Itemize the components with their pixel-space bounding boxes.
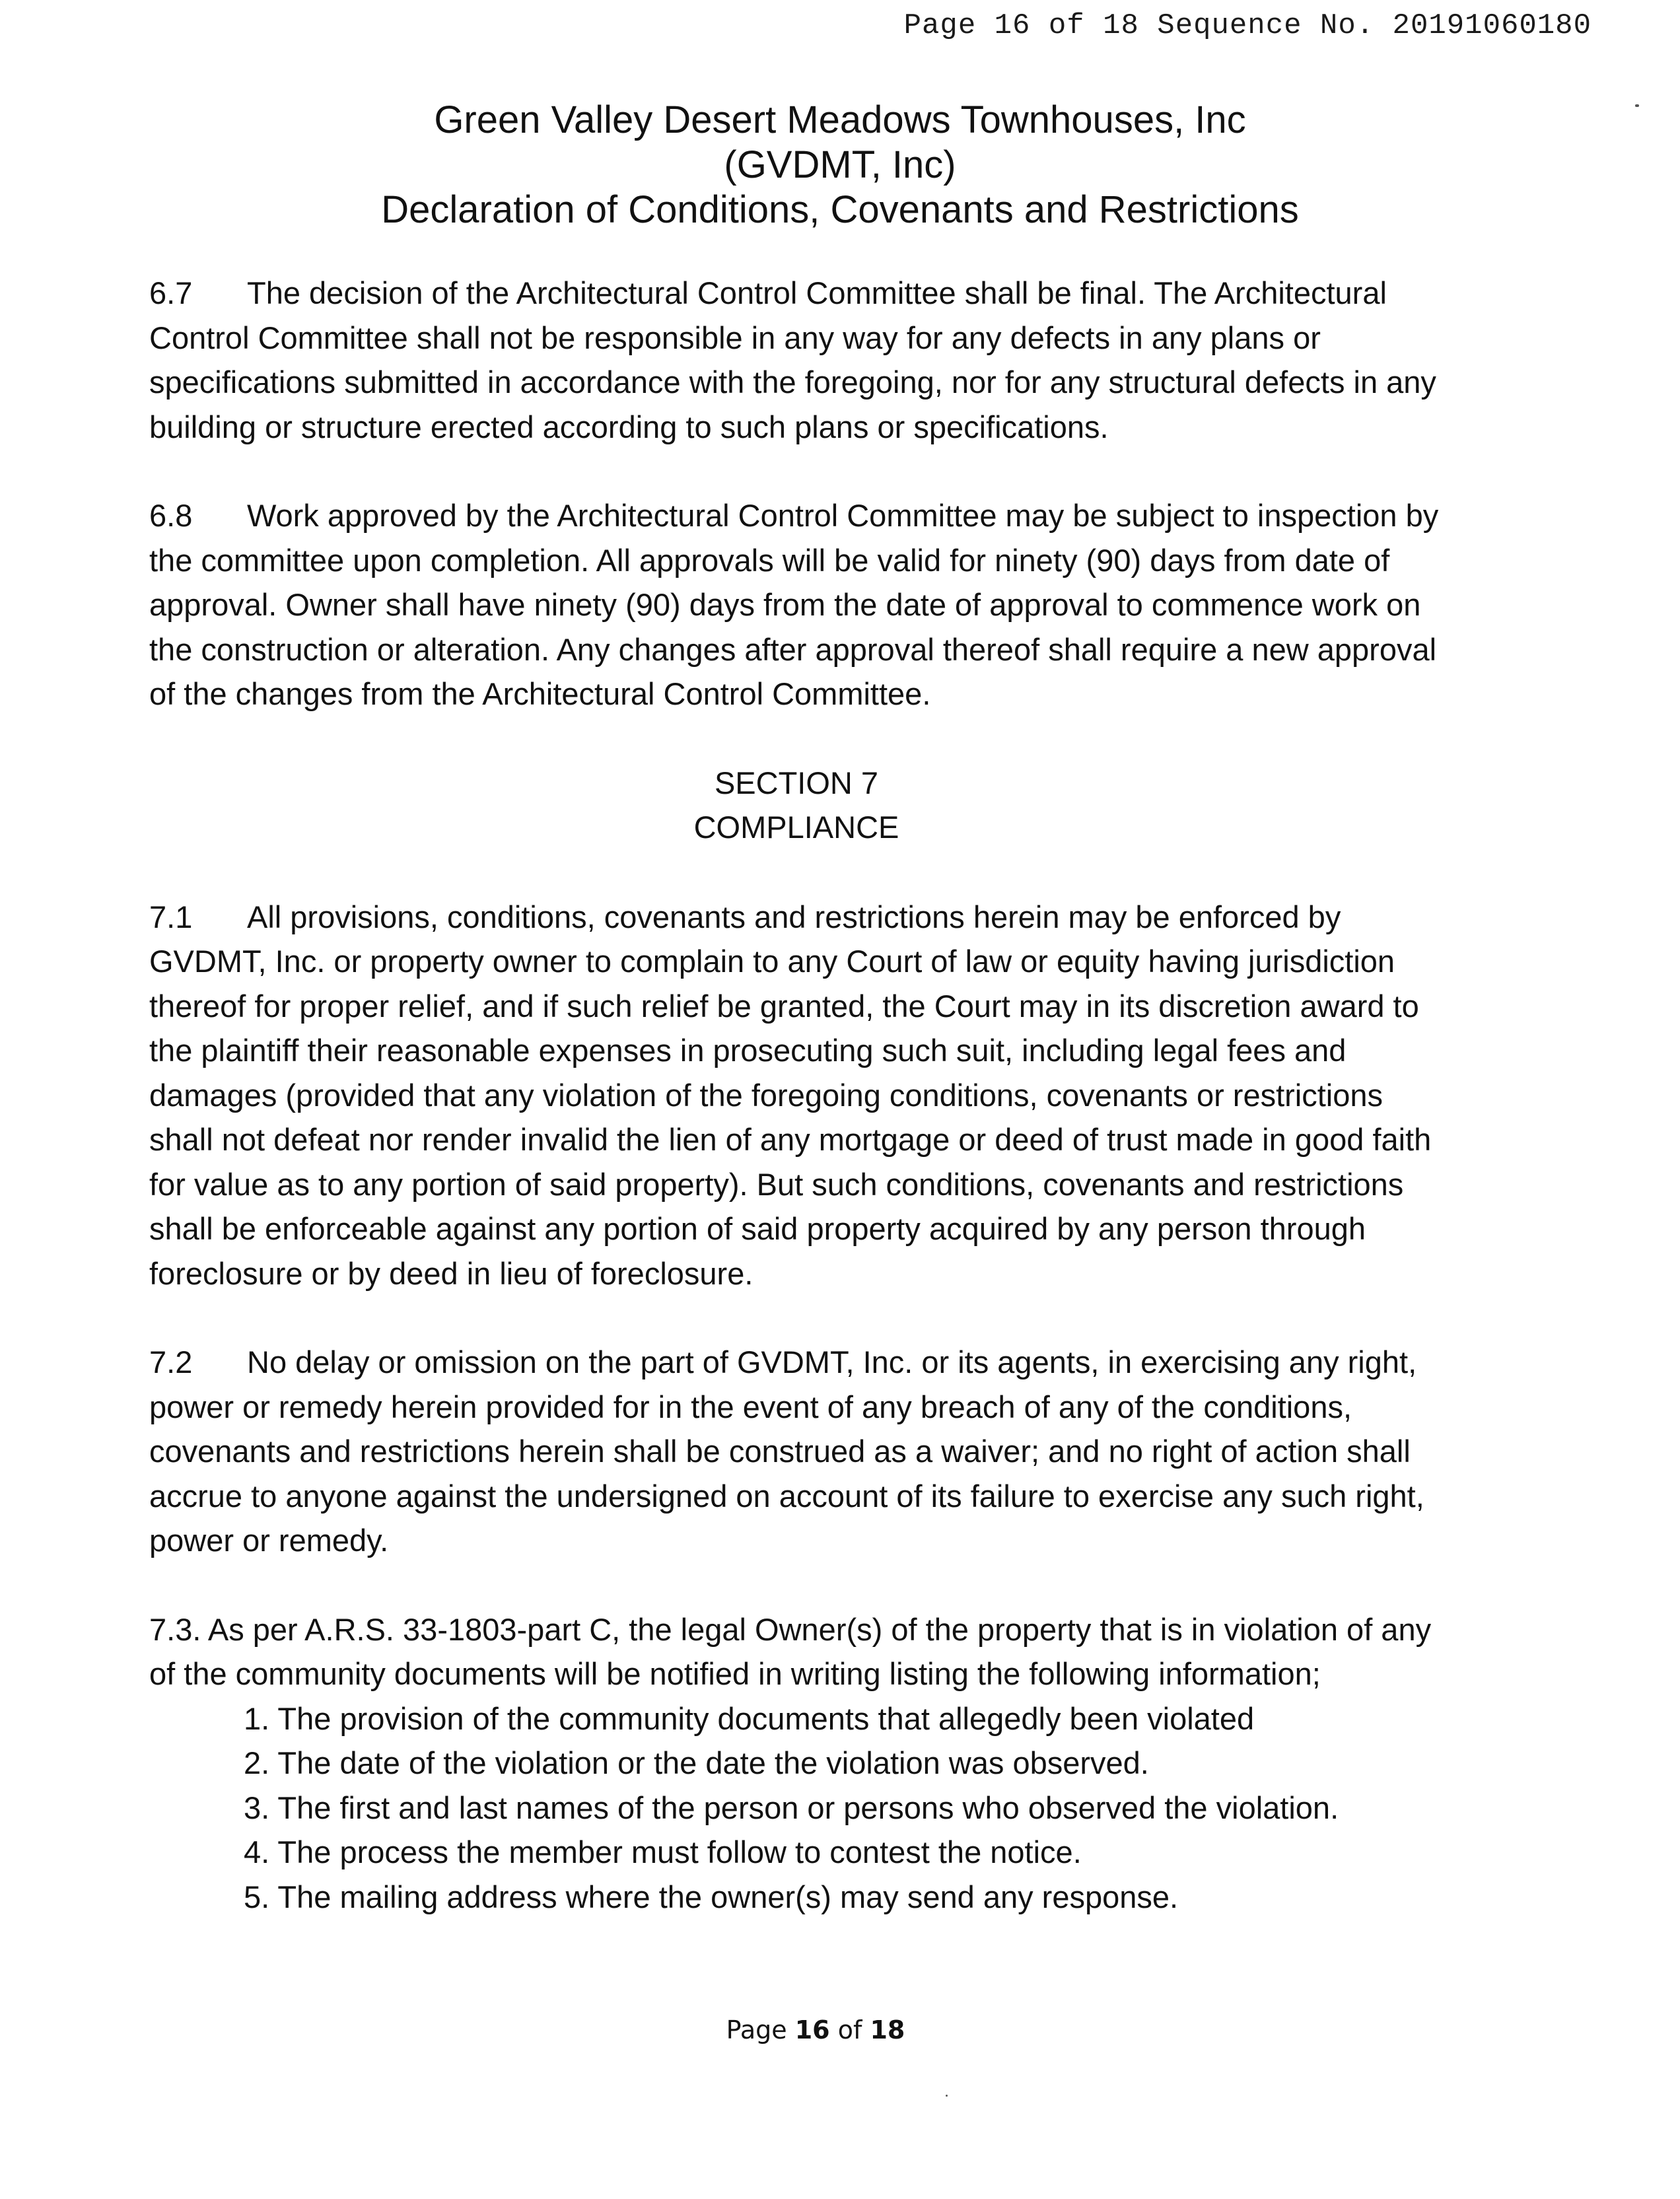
footer-page-word: Page bbox=[726, 2015, 787, 2044]
paragraph-line: of the changes from the Architectural Control Committee. bbox=[149, 676, 931, 711]
paragraph-number: 6.7 bbox=[149, 275, 193, 310]
paragraph-line: Control Committee shall not be responsible in any way for any defects in any plans or bbox=[149, 320, 1321, 355]
title-line-association: Green Valley Desert Meadows Townhouses, Inc bbox=[434, 98, 1246, 141]
paragraph-line: approval. Owner shall have ninety (90) days from the date of approval to commence work on bbox=[149, 587, 1421, 622]
paragraph-line: of the community documents will be notified in writing listing the following information; bbox=[149, 1656, 1321, 1691]
paragraph-6-7 bbox=[149, 271, 1543, 449]
paragraph-line: for value as to any portion of said property). But such conditions, covenants and restrictions bbox=[149, 1166, 1404, 1202]
list-item: 2. The date of the violation or the date the violation was observed. bbox=[244, 1745, 1149, 1780]
paragraph-number: 7.3. bbox=[149, 1611, 201, 1647]
paragraph-line: foreclosure or by deed in lieu of foreclosure. bbox=[149, 1255, 753, 1291]
paragraph-line: accrue to anyone against the undersigned on account of its failure to exercise any such right, bbox=[149, 1478, 1424, 1514]
paragraph-line: the plaintiff their reasonable expenses in prosecuting such suit, including legal fees and bbox=[149, 1033, 1347, 1068]
paragraph-line: the construction or alteration. Any changes after approval thereof shall require a new approval bbox=[149, 631, 1437, 667]
list-item: 3. The first and last names of the person or persons who observed the violation. bbox=[244, 1790, 1339, 1825]
paragraph-line: thereof for proper relief, and if such relief be granted, the Court may in its discretion award to bbox=[149, 988, 1419, 1024]
title-line-abbreviation: (GVDMT, Inc) bbox=[724, 143, 956, 186]
footer-current-page: 16 bbox=[794, 2015, 830, 2044]
paragraph-7-3 bbox=[149, 1607, 1543, 1920]
paragraph-line: Work approved by the Architectural Control Committee may be subject to inspection by bbox=[247, 498, 1439, 533]
recording-stamp: Page 16 of 18 Sequence No. 20191060180 bbox=[903, 9, 1592, 42]
title-line-declaration: Declaration of Conditions, Covenants and Restrictions bbox=[381, 188, 1299, 231]
section-label: SECTION 7 bbox=[714, 765, 879, 800]
paragraph-7-2 bbox=[149, 1340, 1543, 1563]
paragraph-line: GVDMT, Inc. or property owner to complain to any Court of law or equity having jurisdiction bbox=[149, 944, 1395, 979]
paragraph-line: shall not defeat nor render invalid the lien of any mortgage or deed of trust made in good faith bbox=[149, 1122, 1432, 1157]
list-item: 1. The provision of the community documents that allegedly been violated bbox=[244, 1700, 1255, 1736]
paragraph-number: 7.1 bbox=[149, 899, 193, 934]
section-name: COMPLIANCE bbox=[693, 810, 899, 845]
document-body bbox=[149, 271, 1543, 1963]
paragraph-line: damages (provided that any violation of the foregoing conditions, covenants or restrictions bbox=[149, 1077, 1383, 1113]
section-7-heading bbox=[149, 761, 1543, 850]
paragraph-line: the committee upon completion. All approvals will be valid for ninety (90) days from date of bbox=[149, 542, 1390, 578]
footer-of-word: of bbox=[837, 2015, 862, 2044]
document-title bbox=[0, 98, 1680, 232]
paragraph-line: specifications submitted in accordance with the foregoing, nor for any structural defects in any bbox=[149, 365, 1436, 400]
paragraph-line: All provisions, conditions, covenants and restrictions herein may be enforced by bbox=[247, 899, 1341, 934]
page-footer bbox=[0, 2015, 1680, 2044]
paragraph-line: covenants and restrictions herein shall be construed as a waiver; and no right of action shall bbox=[149, 1434, 1411, 1469]
scan-speck bbox=[946, 2095, 948, 2097]
footer-total-pages: 18 bbox=[870, 2015, 905, 2044]
paragraph-6-8 bbox=[149, 493, 1543, 716]
list-item: 5. The mailing address where the owner(s) may send any response. bbox=[244, 1879, 1179, 1914]
paragraph-line: shall be enforceable against any portion of said property acquired by any person through bbox=[149, 1211, 1366, 1246]
paragraph-line: power or remedy herein provided for in the event of any breach of any of the conditions, bbox=[149, 1389, 1352, 1424]
paragraph-number: 7.2 bbox=[149, 1344, 193, 1379]
paragraph-line: The decision of the Architectural Control Committee shall be final. The Architectural bbox=[247, 275, 1387, 310]
scan-speck bbox=[1635, 104, 1639, 107]
paragraph-line: power or remedy. bbox=[149, 1523, 389, 1558]
paragraph-line: No delay or omission on the part of GVDMT, Inc. or its agents, in exercising any right, bbox=[247, 1344, 1417, 1379]
paragraph-7-1 bbox=[149, 895, 1543, 1296]
list-item: 4. The process the member must follow to contest the notice. bbox=[244, 1834, 1082, 1869]
paragraph-number: 6.8 bbox=[149, 498, 193, 533]
paragraph-line: As per A.R.S. 33-1803-part C, the legal Owner(s) of the property that is in violation of any bbox=[207, 1611, 1432, 1647]
paragraph-line: building or structure erected according to such plans or specifications. bbox=[149, 409, 1109, 444]
violation-notice-list bbox=[149, 1696, 1543, 1920]
